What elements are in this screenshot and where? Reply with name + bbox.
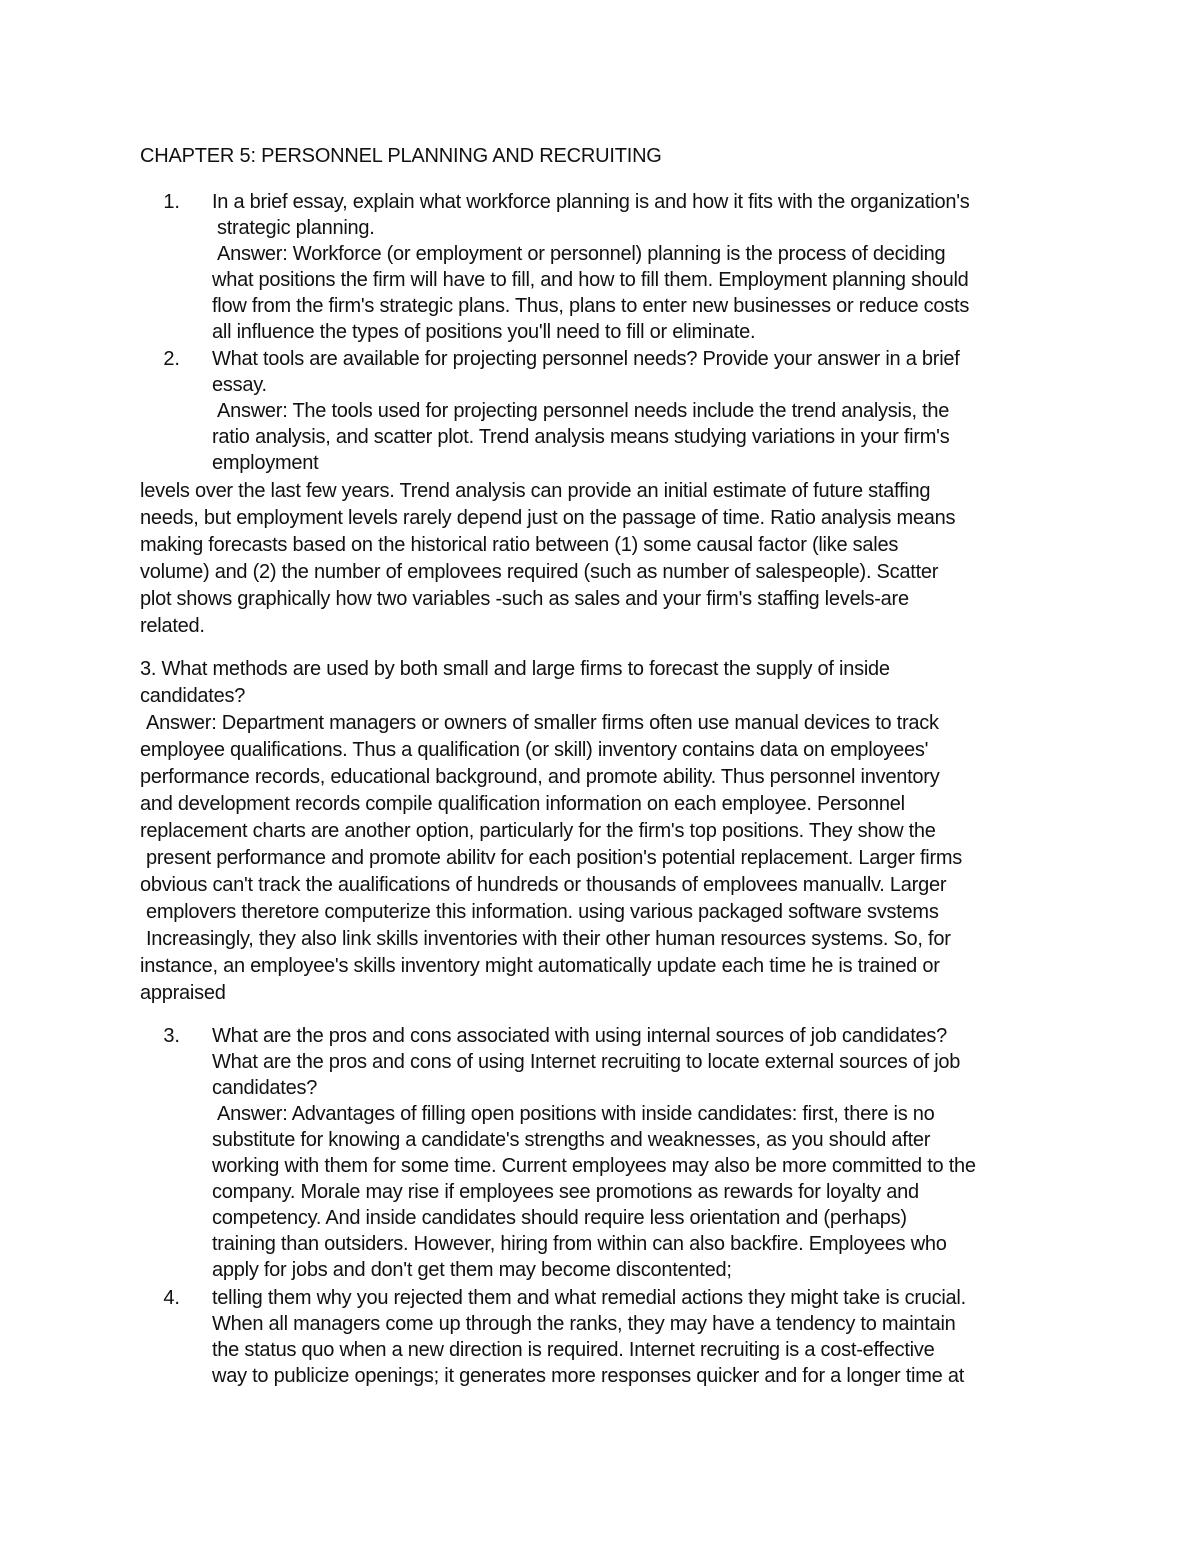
text-line: candidates? — [212, 1077, 318, 1099]
list-number-2: 2. — [163, 348, 180, 370]
list-number-3: 3. — [163, 1025, 180, 1047]
text-line: candidates? — [140, 685, 246, 707]
text-line: 3. What methods are used by both small and large firms to forecast the supply of inside — [140, 658, 890, 680]
list-number-1: 1. — [163, 191, 180, 213]
text-line: competency. And inside candidates should require less orientation and (perhaps) — [212, 1207, 907, 1229]
text-line: levels over the last few years. Trend analysis can provide an initial estimate of future staffing — [140, 480, 931, 502]
text-line: all influence the types of positions you'll need to fill or eliminate. — [212, 321, 756, 343]
text-line: company. Morale may rise if employees see promotions as rewards for loyalty and — [212, 1181, 919, 1203]
text-line: In a brief essay, explain what workforce planning is and how it fits with the organization's — [212, 191, 970, 213]
text-line: apply for jobs and don't get them may become discontented; — [212, 1259, 732, 1281]
text-line: present performance and promote abilitv for each position's potential replacement. Larger firms — [146, 847, 963, 869]
text-line: Answer: Workforce (or employment or personnel) planning is the process of deciding — [217, 243, 946, 265]
text-line: performance records, educational background, and promote ability. Thus personnel inventory — [140, 766, 940, 788]
text-line: volume) and (2) the number of emplovees required (such as number of salespeople). Scatter — [140, 561, 939, 583]
text-line: making forecasts based on the historical ratio between (1) some causal factor (like sales — [140, 534, 899, 556]
text-line: instance, an employee's skills inventory might automatically update each time he is trained or — [140, 955, 940, 977]
text-line: related. — [140, 615, 205, 637]
text-line: telling them why you rejected them and what remedial actions they might take is crucial. — [212, 1287, 966, 1309]
text-line: appraised — [140, 982, 226, 1004]
text-line: plot shows graphically how two variables -such as sales and your firm's staffing levels-are — [140, 588, 909, 610]
text-line: essay. — [212, 374, 267, 396]
text-line: Increasingly, they also link skills inventories with their other human resources systems. So, for — [146, 928, 951, 950]
list-number-4: 4. — [163, 1287, 180, 1309]
text-line: obvious can't track the aualifications of hundreds or thousands of emplovees manuallv. Larger — [140, 874, 947, 896]
text-line: employment — [212, 452, 319, 474]
chapter-title: CHAPTER 5: PERSONNEL PLANNING AND RECRUITING — [140, 145, 662, 167]
text-line: flow from the firm's strategic plans. Thus, plans to enter new businesses or reduce costs — [212, 295, 970, 317]
text-line: and development records compile qualification information on each employee. Personnel — [140, 793, 905, 815]
text-line: Answer: Advantages of filling open positions with inside candidates: first, there is no — [217, 1103, 935, 1125]
text-line: What tools are available for projecting personnel needs? Provide your answer in a brief — [212, 348, 960, 370]
text-line: What are the pros and cons associated with using internal sources of job candidates? — [212, 1025, 947, 1047]
text-line: employee qualifications. Thus a qualification (or skill) inventory contains data on employees' — [140, 739, 929, 761]
text-line: what positions the firm will have to fill, and how to fill them. Employment planning should — [212, 269, 969, 291]
text-line: Answer: Department managers or owners of smaller firms often use manual devices to track — [146, 712, 939, 734]
text-line: working with them for some time. Current employees may also be more committed to the — [212, 1155, 976, 1177]
text-line: strategic planning. — [217, 217, 375, 239]
text-line: replacement charts are another option, particularly for the firm's top positions. They show the — [140, 820, 936, 842]
text-line: What are the pros and cons of using Internet recruiting to locate external sources of job — [212, 1051, 961, 1073]
text-line: emplovers theretore computerize this information. using various packaged software svstems — [146, 901, 939, 923]
text-line: the status quo when a new direction is required. Internet recruiting is a cost-effective — [212, 1339, 935, 1361]
text-line: Answer: The tools used for projecting personnel needs include the trend analysis, the — [217, 400, 950, 422]
text-line: training than outsiders. However, hiring from within can also backfire. Employees who — [212, 1233, 947, 1255]
text-line: When all managers come up through the ranks, they may have a tendency to maintain — [212, 1313, 956, 1335]
text-line: needs, but employment levels rarely depend just on the passage of time. Ratio analysis means — [140, 507, 956, 529]
text-line: ratio analysis, and scatter plot. Trend analysis means studying variations in your firm's — [212, 426, 950, 448]
text-line: substitute for knowing a candidate's strengths and weaknesses, as you should after — [212, 1129, 931, 1151]
text-line: way to publicize openings; it generates more responses quicker and for a longer time at — [212, 1365, 965, 1387]
